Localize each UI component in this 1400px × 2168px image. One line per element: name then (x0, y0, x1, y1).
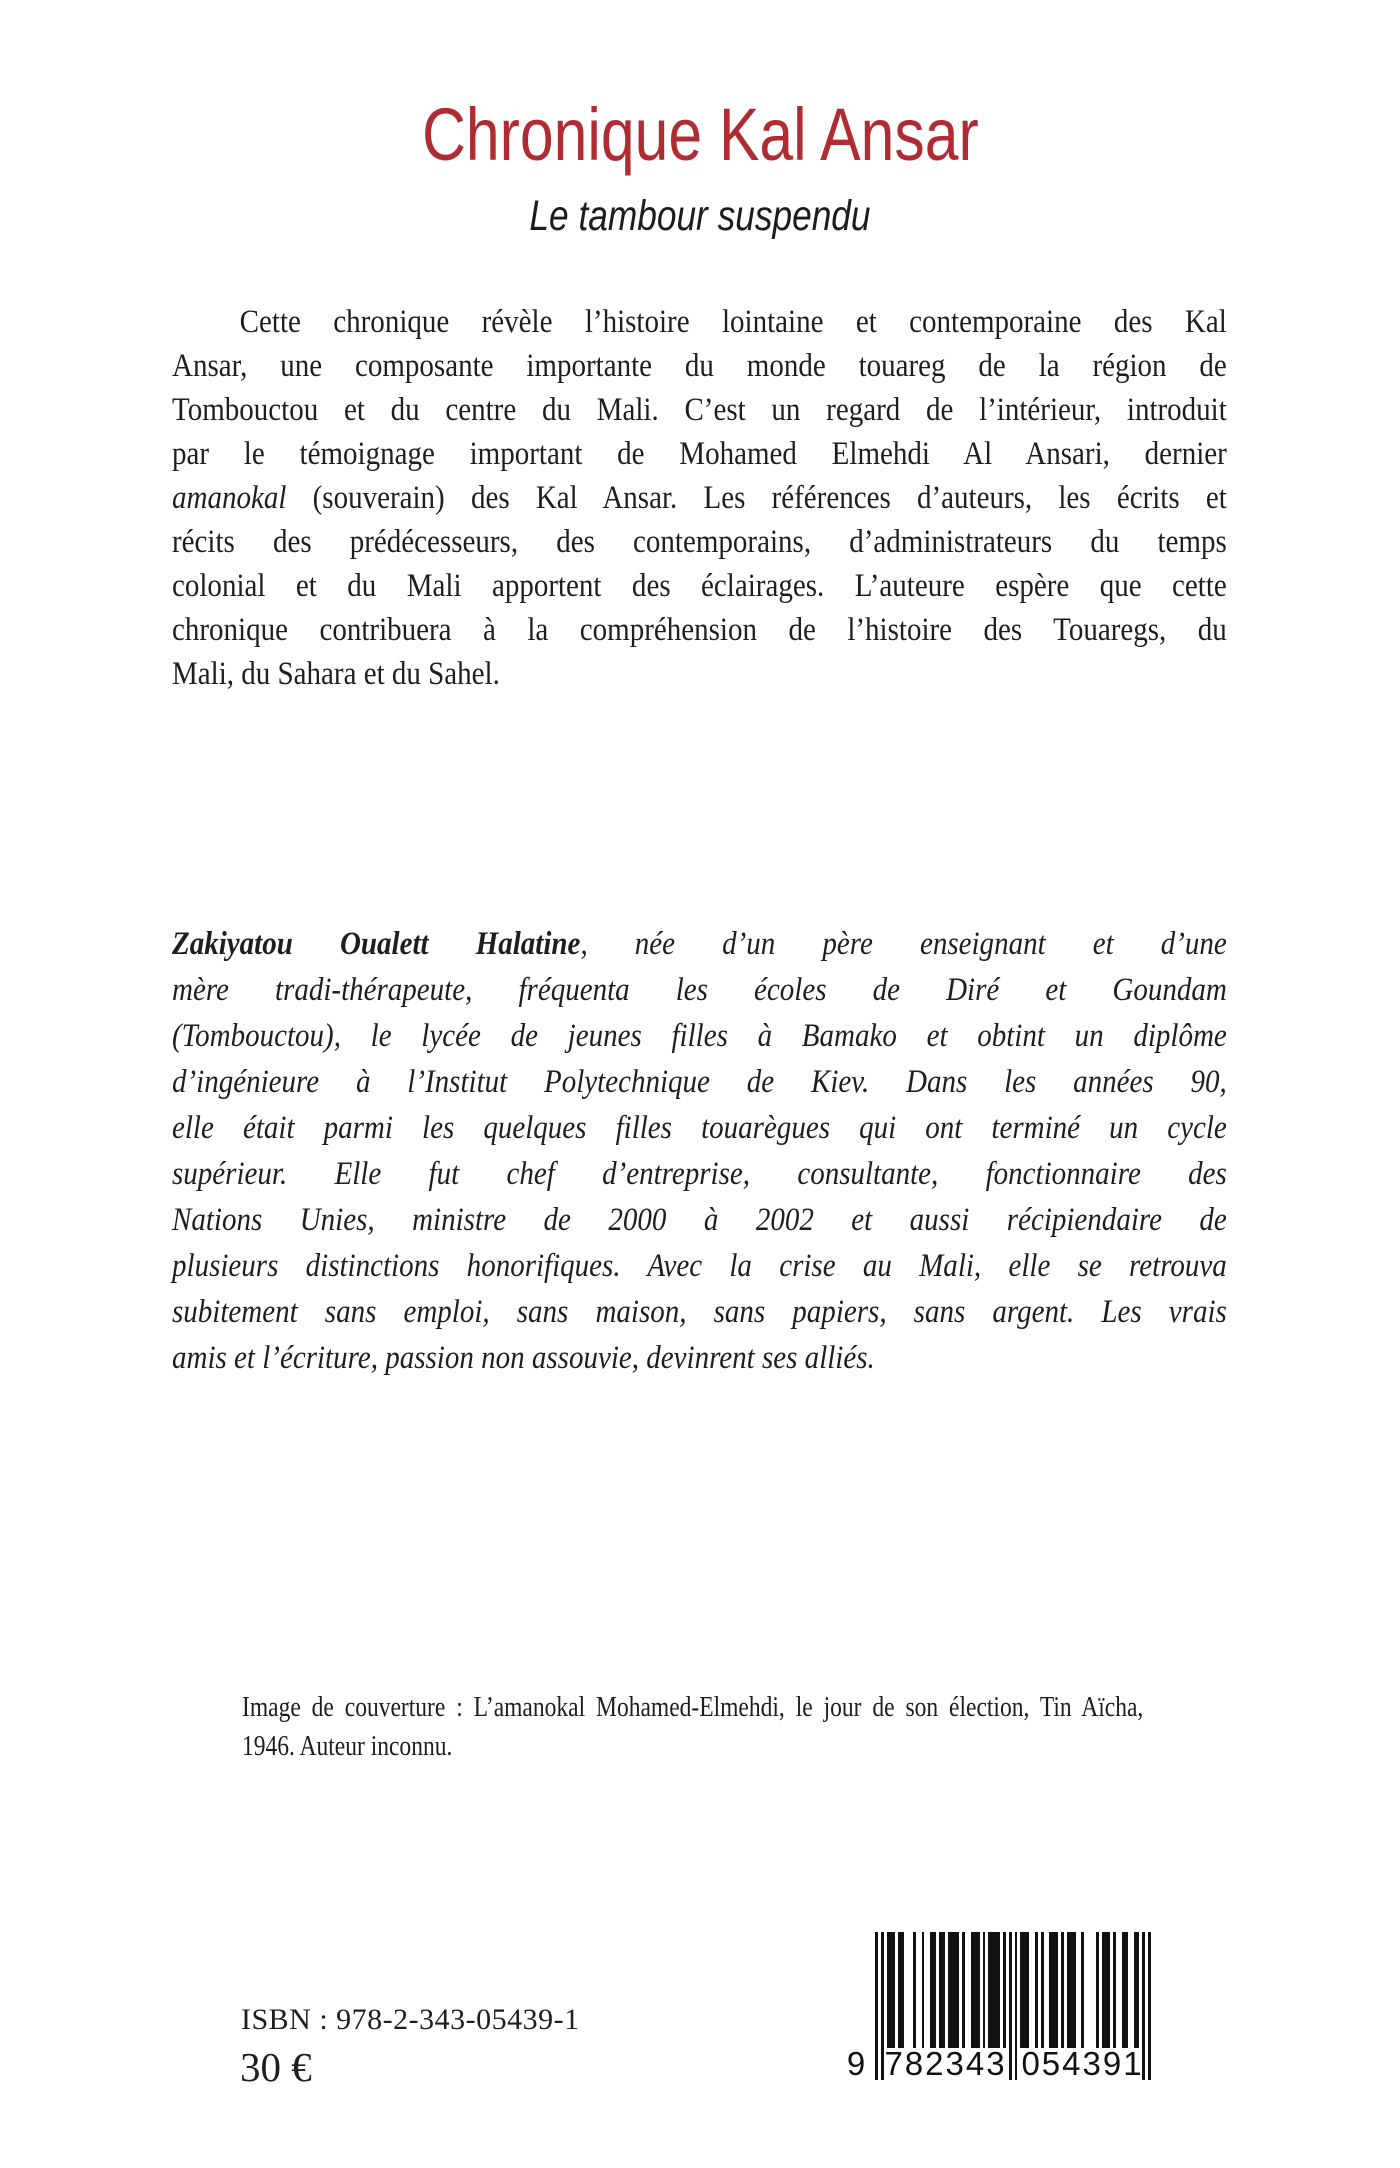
book-subtitle: Le tambour suspendu (529, 192, 871, 240)
text-line (172, 1197, 1227, 1243)
barcode-bar (1148, 1932, 1151, 2080)
text-line (172, 967, 1227, 1013)
text-segment: amis et l’écriture, passion non assouvie, devinrent ses alliés. (172, 1340, 875, 1376)
text-line (172, 344, 1227, 388)
text-line (172, 608, 1227, 652)
text-line (172, 652, 1227, 696)
text-segment: mère tradi-thérapeute, fréquenta les écoles de Diré et Goundam (172, 972, 1227, 1008)
price: 30 € (240, 2044, 312, 2090)
cover-image-caption (242, 1688, 1143, 1766)
synopsis-paragraph (172, 300, 1227, 696)
text-segment: amanokal (172, 480, 287, 516)
text-segment: Mali, du Sahara et du Sahel. (172, 656, 500, 692)
text-segment: Nations Unies, ministre de 2000 à 2002 et aussi récipiendaire de (172, 1202, 1227, 1238)
author-bio-paragraph (172, 921, 1227, 1381)
text-line (172, 520, 1227, 564)
text-line (172, 1151, 1227, 1197)
text-segment: 1946. Auteur inconnu. (242, 1731, 453, 1762)
text-segment: elle était parmi les quelques filles touarègues qui ont terminé un cycle (172, 1110, 1227, 1146)
text-segment: subitement sans emploi, sans maison, sans papiers, sans argent. Les vrais (172, 1294, 1227, 1330)
text-segment: récits des prédécesseurs, des contemporains, d’administrateurs du temps (172, 524, 1227, 560)
text-segment: , née d’un père enseignant et d’une (580, 926, 1227, 962)
text-segment: (souverain) des Kal Ansar. Les références d’auteurs, les écrits et (286, 480, 1227, 516)
text-line (172, 432, 1227, 476)
text-segment: chronique contribuera à la compréhension de l’histoire des Touaregs, du (172, 612, 1227, 648)
text-segment: par le témoignage important de Mohamed Elmehdi Al Ansari, dernier (172, 436, 1227, 472)
text-line (172, 1289, 1227, 1335)
text-segment: plusieurs distinctions honorifiques. Avec la crise au Mali, elle se retrouva (172, 1248, 1227, 1284)
text-line (172, 564, 1227, 608)
text-line (172, 300, 1227, 344)
barcode-digits-right-group: 054391 (1021, 2045, 1144, 2082)
text-segment: colonial et du Mali apportent des éclairages. L’auteure espère que cette (172, 568, 1227, 604)
barcode-digit-first: 9 (846, 2045, 866, 2082)
text-segment: Tombouctou et du centre du Mali. C’est un regard de l’intérieur, introduit (172, 392, 1227, 428)
text-line (172, 1013, 1227, 1059)
barcode-digits-left-group: 782343 (884, 2045, 1007, 2082)
text-segment: supérieur. Elle fut chef d’entreprise, consultante, fonctionnaire des (172, 1156, 1227, 1192)
text-line (172, 1335, 1227, 1381)
text-segment: Zakiyatou Oualett Halatine (172, 926, 581, 962)
ean13-barcode (846, 1932, 1153, 2084)
text-line (242, 1688, 1143, 1727)
text-line (242, 1727, 1143, 1766)
text-line (172, 1243, 1227, 1289)
text-segment: Image de couverture : L’amanokal Mohamed-Elmehdi, le jour de son élection, Tin Aïcha, (242, 1692, 1144, 1723)
text-line (172, 476, 1227, 520)
title-row (0, 94, 1400, 175)
text-line (172, 921, 1227, 967)
isbn-number: ISBN : 978-2-343-05439-1 (241, 2003, 580, 2036)
text-segment: (Tombouctou), le lycée de jeunes filles à Bamako et obtint un diplôme (172, 1018, 1227, 1054)
text-line (172, 388, 1227, 432)
text-line (172, 1105, 1227, 1151)
text-segment: Cette chronique révèle l’histoire lointaine et contemporaine des Kal (239, 304, 1227, 340)
book-title: Chronique Kal Ansar (421, 93, 979, 176)
text-line (172, 1059, 1227, 1105)
text-segment: Ansar, une composante importante du monde touareg de la région de (172, 348, 1227, 384)
text-segment: d’ingénieure à l’Institut Polytechnique de Kiev. Dans les années 90, (172, 1064, 1227, 1100)
subtitle-row (0, 192, 1400, 241)
